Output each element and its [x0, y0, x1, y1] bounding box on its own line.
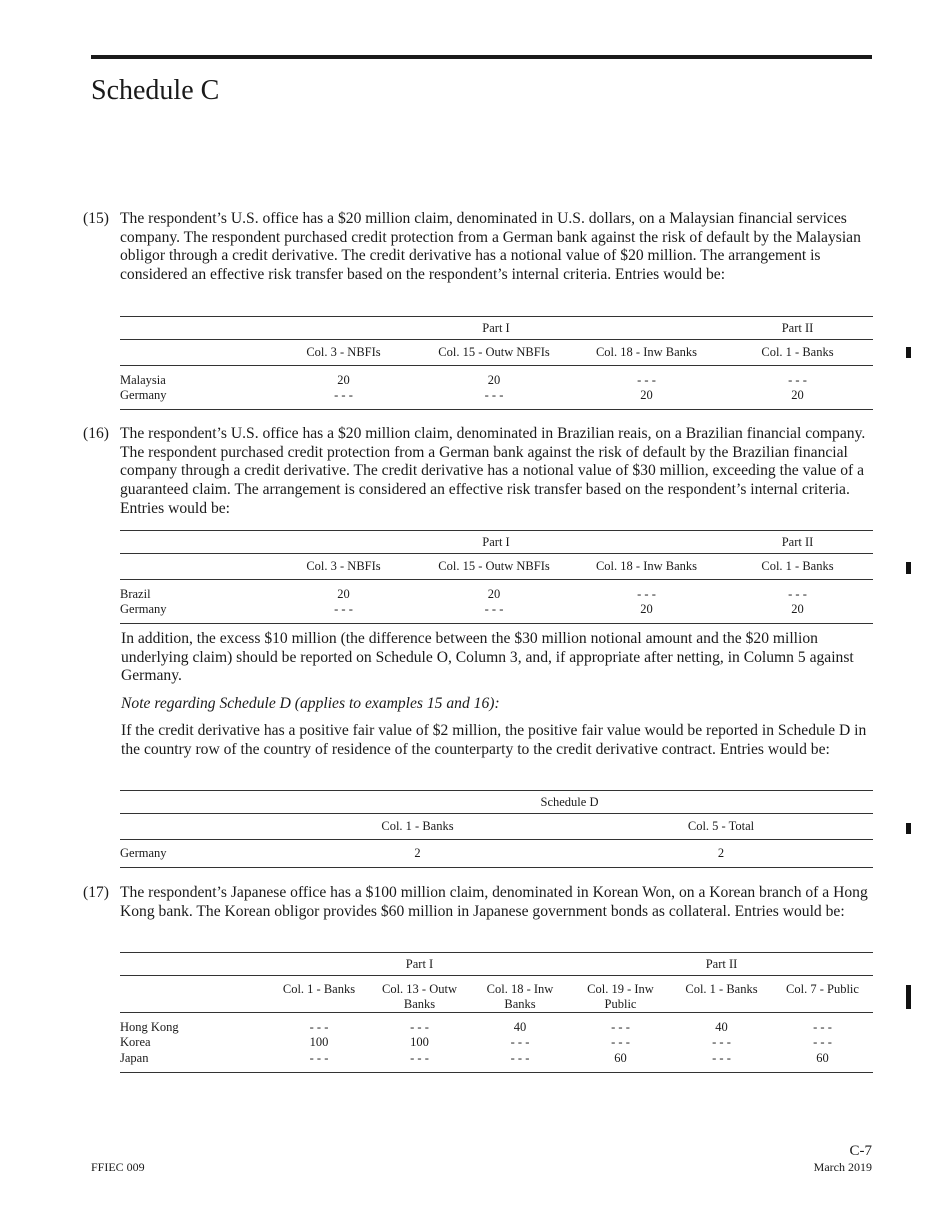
table-cell: - - -: [369, 1051, 470, 1073]
column-header: Col. 19 - Inw Public: [570, 976, 671, 1013]
table-cell: 20: [337, 586, 350, 601]
column-header: Col. 1 - Banks: [722, 554, 873, 580]
note-title: Note regarding Schedule D (applies to examples 15 and 16):: [121, 695, 500, 712]
example-15: [83, 210, 873, 285]
part-2-header: Part II: [722, 317, 873, 340]
table-example-15: [120, 316, 873, 410]
table-cell: - - -: [417, 602, 571, 624]
table-cell: - - -: [813, 1035, 832, 1049]
column-header: Col. 5 - Total: [569, 814, 873, 840]
column-header: Col. 1 - Banks: [266, 814, 569, 840]
table-row: [120, 580, 873, 602]
column-header: Col. 18 - Inw Banks: [571, 554, 722, 580]
table-row: [120, 1035, 873, 1051]
form-id: FFIEC 009: [91, 1160, 145, 1174]
table-cell: - - -: [611, 1035, 630, 1049]
change-bar: [906, 562, 911, 574]
table-row: [120, 388, 873, 410]
example-number: (16): [83, 425, 109, 442]
table-cell: 40: [715, 1019, 728, 1034]
example-number: (17): [83, 884, 109, 901]
example-text: The respondent’s Japanese office has a $100 million claim, denominated in Korean Won, on a Korean branch of a Hong Kong bank. The Korean obligor provides $60 million in Japanese government bonds as collateral. Entries would be:: [120, 884, 868, 920]
schedule-d-header: Schedule D: [266, 791, 873, 814]
table-cell: - - -: [712, 1035, 731, 1049]
table-cell: 100: [410, 1035, 429, 1049]
table-cell: 20: [487, 372, 501, 387]
row-label: Malaysia: [120, 372, 166, 387]
example-16: [83, 425, 873, 519]
table-cell: - - -: [270, 602, 417, 624]
column-header: Col. 1 - Banks: [722, 340, 873, 366]
table-row: [120, 840, 873, 868]
change-bar: [906, 985, 911, 1009]
addition-paragraph: In addition, the excess $10 million (the difference between the $30 million notional amount and the $20 million underlying claim) should be reported on Schedule O, Column 3, and, if appropriate after netting, in Column 5 against Germany.: [121, 630, 854, 685]
row-label: Germany: [120, 840, 266, 868]
table-row: [120, 602, 873, 624]
table-example-17: [120, 952, 873, 1073]
note-paragraph: If the credit derivative has a positive fair value of $2 million, the positive fair value would be reported in Schedule D in the country row of the country of residence of the counterparty to the credit derivative contract. Entries would be:: [121, 722, 867, 758]
column-header: Col. 13 - Outw Banks: [369, 976, 470, 1013]
table-cell: - - -: [671, 1051, 772, 1073]
table-cell: - - -: [788, 372, 807, 387]
change-bar: [906, 347, 911, 358]
column-header: Col. 18 - Inw Banks: [470, 976, 570, 1013]
column-header: Col. 1 - Banks: [269, 976, 369, 1013]
table-cell: - - -: [269, 1051, 369, 1073]
table-example-16: [120, 530, 873, 624]
table-cell: 2: [266, 840, 569, 868]
example-text: The respondent’s U.S. office has a $20 million claim, denominated in U.S. dollars, on a Malaysian financial services company. The respondent purchased credit protection from a German bank against the risk of default by the Malaysian obligor through a credit derivative. The credit derivative has a notional value of $20 million. The arrangement is considered an effective risk transfer based on the respondent’s internal criteria. Entries would be:: [120, 210, 861, 284]
table-cell: - - -: [309, 1019, 329, 1034]
row-label: Brazil: [120, 586, 151, 601]
column-header: Col. 18 - Inw Banks: [571, 340, 722, 366]
column-header: Col. 15 - Outw NBFIs: [417, 340, 571, 366]
footer-right: [814, 1143, 872, 1175]
column-header: Col. 3 - NBFIs: [270, 340, 417, 366]
row-label: Germany: [120, 602, 270, 624]
table-cell: - - -: [270, 388, 417, 410]
example-17: [83, 884, 873, 921]
table-cell: - - -: [410, 1019, 429, 1034]
row-label: Hong Kong: [120, 1019, 179, 1034]
row-label: Germany: [120, 388, 270, 410]
table-cell: 100: [309, 1035, 329, 1049]
table-cell: - - -: [611, 1019, 630, 1034]
column-header: Col. 15 - Outw NBFIs: [417, 554, 571, 580]
table-cell: 20: [571, 388, 722, 410]
revision-date: March 2019: [813, 1160, 872, 1174]
table-cell: 20: [487, 586, 501, 601]
change-bar: [906, 823, 911, 834]
page-number: C-7: [849, 1143, 872, 1159]
table-cell: 60: [570, 1051, 671, 1073]
part-2-header: Part II: [570, 953, 873, 976]
table-row: [120, 1051, 873, 1073]
example-text: The respondent’s U.S. office has a $20 million claim, denominated in Brazilian reais, on a Brazilian financial company. The respondent purchased credit protection from a German bank against the risk of default by the Brazilian financial company through a credit derivative. The credit derivative has a notional value of $30 million, exceeding the value of a guaranteed claim. The arrangement is considered an effective risk transfer based on the respondent’s internal criteria. Entries would be:: [120, 425, 866, 517]
table-cell: 20: [571, 602, 722, 624]
table-cell: - - -: [470, 1051, 570, 1073]
table-cell: 40: [513, 1019, 527, 1034]
table-cell: 20: [337, 372, 350, 387]
table-cell: - - -: [637, 372, 656, 387]
example-number: (15): [83, 210, 109, 227]
table-cell: - - -: [813, 1019, 832, 1034]
column-header: Col. 3 - NBFIs: [270, 554, 417, 580]
column-header: Col. 1 - Banks: [671, 976, 772, 1013]
table-cell: 2: [569, 840, 873, 868]
part-1-header: Part I: [270, 531, 722, 554]
table-cell: 20: [722, 602, 873, 624]
table-schedule-d: [120, 790, 873, 868]
part-1-header: Part I: [269, 953, 570, 976]
table-cell: - - -: [510, 1035, 530, 1049]
top-rule: [91, 55, 872, 59]
table-cell: - - -: [417, 388, 571, 410]
table-cell: 60: [772, 1051, 873, 1073]
table-cell: - - -: [788, 586, 807, 601]
row-label: Japan: [120, 1051, 269, 1073]
column-header: Col. 7 - Public: [772, 976, 873, 1013]
table-row: [120, 1013, 873, 1035]
table-cell: - - -: [637, 586, 656, 601]
page-title: Schedule C: [91, 75, 220, 106]
table-row: [120, 366, 873, 388]
part-2-header: Part II: [722, 531, 873, 554]
table-cell: 20: [722, 388, 873, 410]
part-1-header: Part I: [270, 317, 722, 340]
row-label: Korea: [120, 1035, 151, 1049]
